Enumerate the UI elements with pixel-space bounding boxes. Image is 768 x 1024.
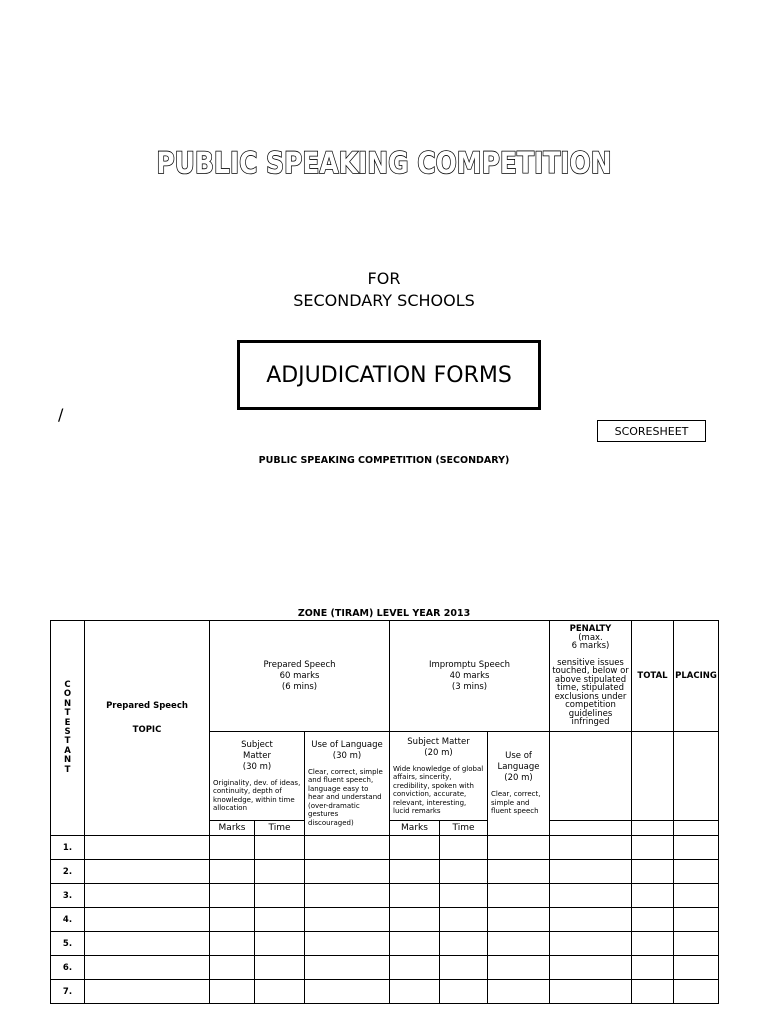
table-row xyxy=(51,980,719,1004)
score-rows xyxy=(51,836,719,1004)
score-cell[interactable] xyxy=(390,836,440,860)
score-cell[interactable] xyxy=(210,908,255,932)
prepared-speech-header xyxy=(210,621,390,732)
score-cell[interactable] xyxy=(632,860,674,884)
scoresheet-label: SCORESHEET xyxy=(614,424,689,438)
penalty-description: sensitive issues touched, below or above stipulated time, stipulated exclusions under competition guidelines infringed xyxy=(552,657,629,728)
page-title: PUBLIC SPEAKING COMPETITION xyxy=(156,146,612,180)
row-number: 3. xyxy=(51,884,85,908)
score-cell[interactable] xyxy=(255,860,305,884)
prepared-header-marks: 60 marks xyxy=(279,670,320,681)
prepared-header-time: (6 mins) xyxy=(281,681,318,692)
schools-label: SECONDARY SCHOOLS xyxy=(293,291,475,310)
prepared-time-label: Time xyxy=(255,821,305,836)
penalty-header xyxy=(550,621,632,732)
impromptu-language-cell xyxy=(488,732,550,836)
impromptu-language-desc: Clear, correct, simple and fluent speech xyxy=(491,790,541,816)
placing-blank-cell xyxy=(674,821,719,836)
score-cell[interactable] xyxy=(674,884,719,908)
score-cell[interactable] xyxy=(390,908,440,932)
score-cell[interactable] xyxy=(488,836,550,860)
score-cell[interactable] xyxy=(390,956,440,980)
score-cell[interactable] xyxy=(305,884,390,908)
adjudication-forms-box xyxy=(237,340,541,410)
penalty-title: PENALTY xyxy=(569,624,612,635)
penalty-max: (max. xyxy=(578,632,603,643)
score-cell[interactable] xyxy=(632,836,674,860)
topic-label: TOPIC xyxy=(132,725,162,735)
contestant-letter: A xyxy=(64,745,71,756)
contestant-letter: O xyxy=(63,689,72,700)
score-cell[interactable] xyxy=(210,932,255,956)
prepared-speech-topic-cell xyxy=(85,621,210,836)
score-cell[interactable] xyxy=(255,836,305,860)
score-cell[interactable] xyxy=(674,836,719,860)
score-cell[interactable] xyxy=(305,932,390,956)
row-number: 4. xyxy=(51,908,85,932)
for-label: FOR xyxy=(367,269,401,288)
score-cell[interactable] xyxy=(85,980,210,1004)
prepared-subject-matter-cell xyxy=(210,732,305,821)
score-cell[interactable] xyxy=(550,860,632,884)
contestant-vertical-label xyxy=(51,621,85,836)
score-cell[interactable] xyxy=(488,908,550,932)
impromptu-subject-marks: (20 m) xyxy=(424,747,453,758)
prepared-marks-label: Marks xyxy=(210,821,255,836)
score-cell[interactable] xyxy=(488,956,550,980)
score-cell[interactable] xyxy=(390,884,440,908)
impromptu-speech-header xyxy=(390,621,550,732)
row-number: 5. xyxy=(51,932,85,956)
score-cell[interactable] xyxy=(550,932,632,956)
score-cell[interactable] xyxy=(440,956,488,980)
row-number: 7. xyxy=(51,980,85,1004)
score-cell[interactable] xyxy=(550,980,632,1004)
score-cell[interactable] xyxy=(210,980,255,1004)
score-cell[interactable] xyxy=(85,956,210,980)
row-number: 1. xyxy=(51,836,85,860)
score-table xyxy=(50,620,719,1004)
score-cell[interactable] xyxy=(550,836,632,860)
score-cell[interactable] xyxy=(210,956,255,980)
scoresheet-box xyxy=(597,420,706,442)
slash-mark: / xyxy=(58,405,64,424)
contestant-letter: N xyxy=(63,755,72,766)
impromptu-header-time: (3 mins) xyxy=(451,681,488,692)
score-cell[interactable] xyxy=(255,932,305,956)
score-cell[interactable] xyxy=(305,980,390,1004)
contestant-letter: S xyxy=(64,727,71,737)
score-cell[interactable] xyxy=(85,884,210,908)
score-cell[interactable] xyxy=(674,908,719,932)
score-cell[interactable] xyxy=(440,836,488,860)
score-cell[interactable] xyxy=(632,908,674,932)
score-cell[interactable] xyxy=(390,980,440,1004)
score-cell[interactable] xyxy=(632,932,674,956)
contestant-letters xyxy=(51,681,84,775)
score-cell[interactable] xyxy=(210,836,255,860)
competition-subtitle: PUBLIC SPEAKING COMPETITION (SECONDARY) xyxy=(258,455,510,466)
prepared-subject-marks: (30 m) xyxy=(242,761,272,772)
score-cell[interactable] xyxy=(674,980,719,1004)
contestant-letter: T xyxy=(64,708,71,719)
score-cell[interactable] xyxy=(488,860,550,884)
score-cell[interactable] xyxy=(550,884,632,908)
score-cell[interactable] xyxy=(255,956,305,980)
score-cell[interactable] xyxy=(488,932,550,956)
score-cell[interactable] xyxy=(440,884,488,908)
score-cell[interactable] xyxy=(440,860,488,884)
contestant-letter: T xyxy=(64,736,71,747)
score-cell[interactable] xyxy=(210,860,255,884)
impromptu-subject-desc: Wide knowledge of global affairs, sincerity, credibility, spoken with conviction, accurate, relevant, interesting, lucid remarks xyxy=(393,764,484,815)
score-cell[interactable] xyxy=(305,836,390,860)
adjudication-forms-label: ADJUDICATION FORMS xyxy=(266,362,512,388)
score-cell[interactable] xyxy=(255,908,305,932)
total-blank-cell xyxy=(632,821,674,836)
contestant-letter: T xyxy=(64,764,71,775)
score-cell[interactable] xyxy=(550,908,632,932)
score-cell[interactable] xyxy=(305,908,390,932)
table-row xyxy=(51,860,719,884)
score-cell[interactable] xyxy=(305,860,390,884)
placing-blank-cell xyxy=(674,732,719,821)
impromptu-language-title1: Use of xyxy=(505,751,532,762)
score-cell[interactable] xyxy=(674,860,719,884)
impromptu-language-marks: (20 m) xyxy=(504,773,533,784)
table-row xyxy=(51,836,719,860)
table-row xyxy=(51,956,719,980)
score-cell[interactable] xyxy=(632,956,674,980)
impromptu-header-marks: 40 marks xyxy=(449,670,490,681)
score-cell[interactable] xyxy=(488,884,550,908)
score-cell[interactable] xyxy=(85,836,210,860)
row-number: 6. xyxy=(51,956,85,980)
audience-block xyxy=(0,268,768,312)
contestant-letter: E xyxy=(64,717,71,728)
score-cell[interactable] xyxy=(488,980,550,1004)
row-number: 2. xyxy=(51,860,85,884)
score-cell[interactable] xyxy=(305,956,390,980)
prepared-speech-label: Prepared Speech xyxy=(106,701,188,711)
score-cell[interactable] xyxy=(440,980,488,1004)
score-cell[interactable] xyxy=(632,884,674,908)
score-cell[interactable] xyxy=(85,860,210,884)
contestant-letter: N xyxy=(63,698,72,709)
score-cell[interactable] xyxy=(674,932,719,956)
score-cell[interactable] xyxy=(390,932,440,956)
prepared-language-desc: Clear, correct, simple and fluent speech, language easy to hear and understand (over-dramatic gestures discouraged) xyxy=(308,767,383,827)
score-cell[interactable] xyxy=(255,980,305,1004)
score-cell[interactable] xyxy=(85,908,210,932)
total-blank-cell xyxy=(632,732,674,821)
prepared-subject-desc: Originality, dev. of ideas, continuity, depth of knowledge, within time allocation xyxy=(213,778,301,812)
score-cell[interactable] xyxy=(440,908,488,932)
score-cell[interactable] xyxy=(85,932,210,956)
table-row xyxy=(51,884,719,908)
prepared-header-title: Prepared Speech xyxy=(263,659,336,670)
score-cell[interactable] xyxy=(550,956,632,980)
penalty-blank-cell xyxy=(550,821,632,836)
table-row xyxy=(51,932,719,956)
impromptu-subject-title: Subject Matter xyxy=(407,736,470,747)
contestant-letter: C xyxy=(64,679,71,690)
zone-title: ZONE (TIRAM) LEVEL YEAR 2013 xyxy=(297,608,471,619)
table-row xyxy=(51,908,719,932)
prepared-language-marks: (30 m) xyxy=(332,750,362,761)
penalty-max-marks: 6 marks) xyxy=(571,641,610,652)
score-cell[interactable] xyxy=(440,932,488,956)
prepared-language-cell xyxy=(305,732,390,836)
header-row-main xyxy=(51,621,719,732)
impromptu-marks-label: Marks xyxy=(390,821,440,836)
impromptu-header-title: Impromptu Speech xyxy=(428,659,511,670)
impromptu-language-title2: Language xyxy=(497,762,540,773)
total-header: TOTAL xyxy=(632,621,674,732)
impromptu-subject-matter-cell xyxy=(390,732,488,821)
penalty-blank-cell xyxy=(550,732,632,821)
score-cell[interactable] xyxy=(210,884,255,908)
score-cell[interactable] xyxy=(255,884,305,908)
prepared-subject-title2: Matter xyxy=(243,750,271,761)
score-cell[interactable] xyxy=(632,980,674,1004)
placing-header: PLACING xyxy=(674,621,719,732)
impromptu-time-label: Time xyxy=(440,821,488,836)
score-cell[interactable] xyxy=(390,860,440,884)
prepared-subject-title1: Subject xyxy=(241,739,273,750)
score-cell[interactable] xyxy=(674,956,719,980)
prepared-language-title: Use of Language xyxy=(311,739,383,750)
